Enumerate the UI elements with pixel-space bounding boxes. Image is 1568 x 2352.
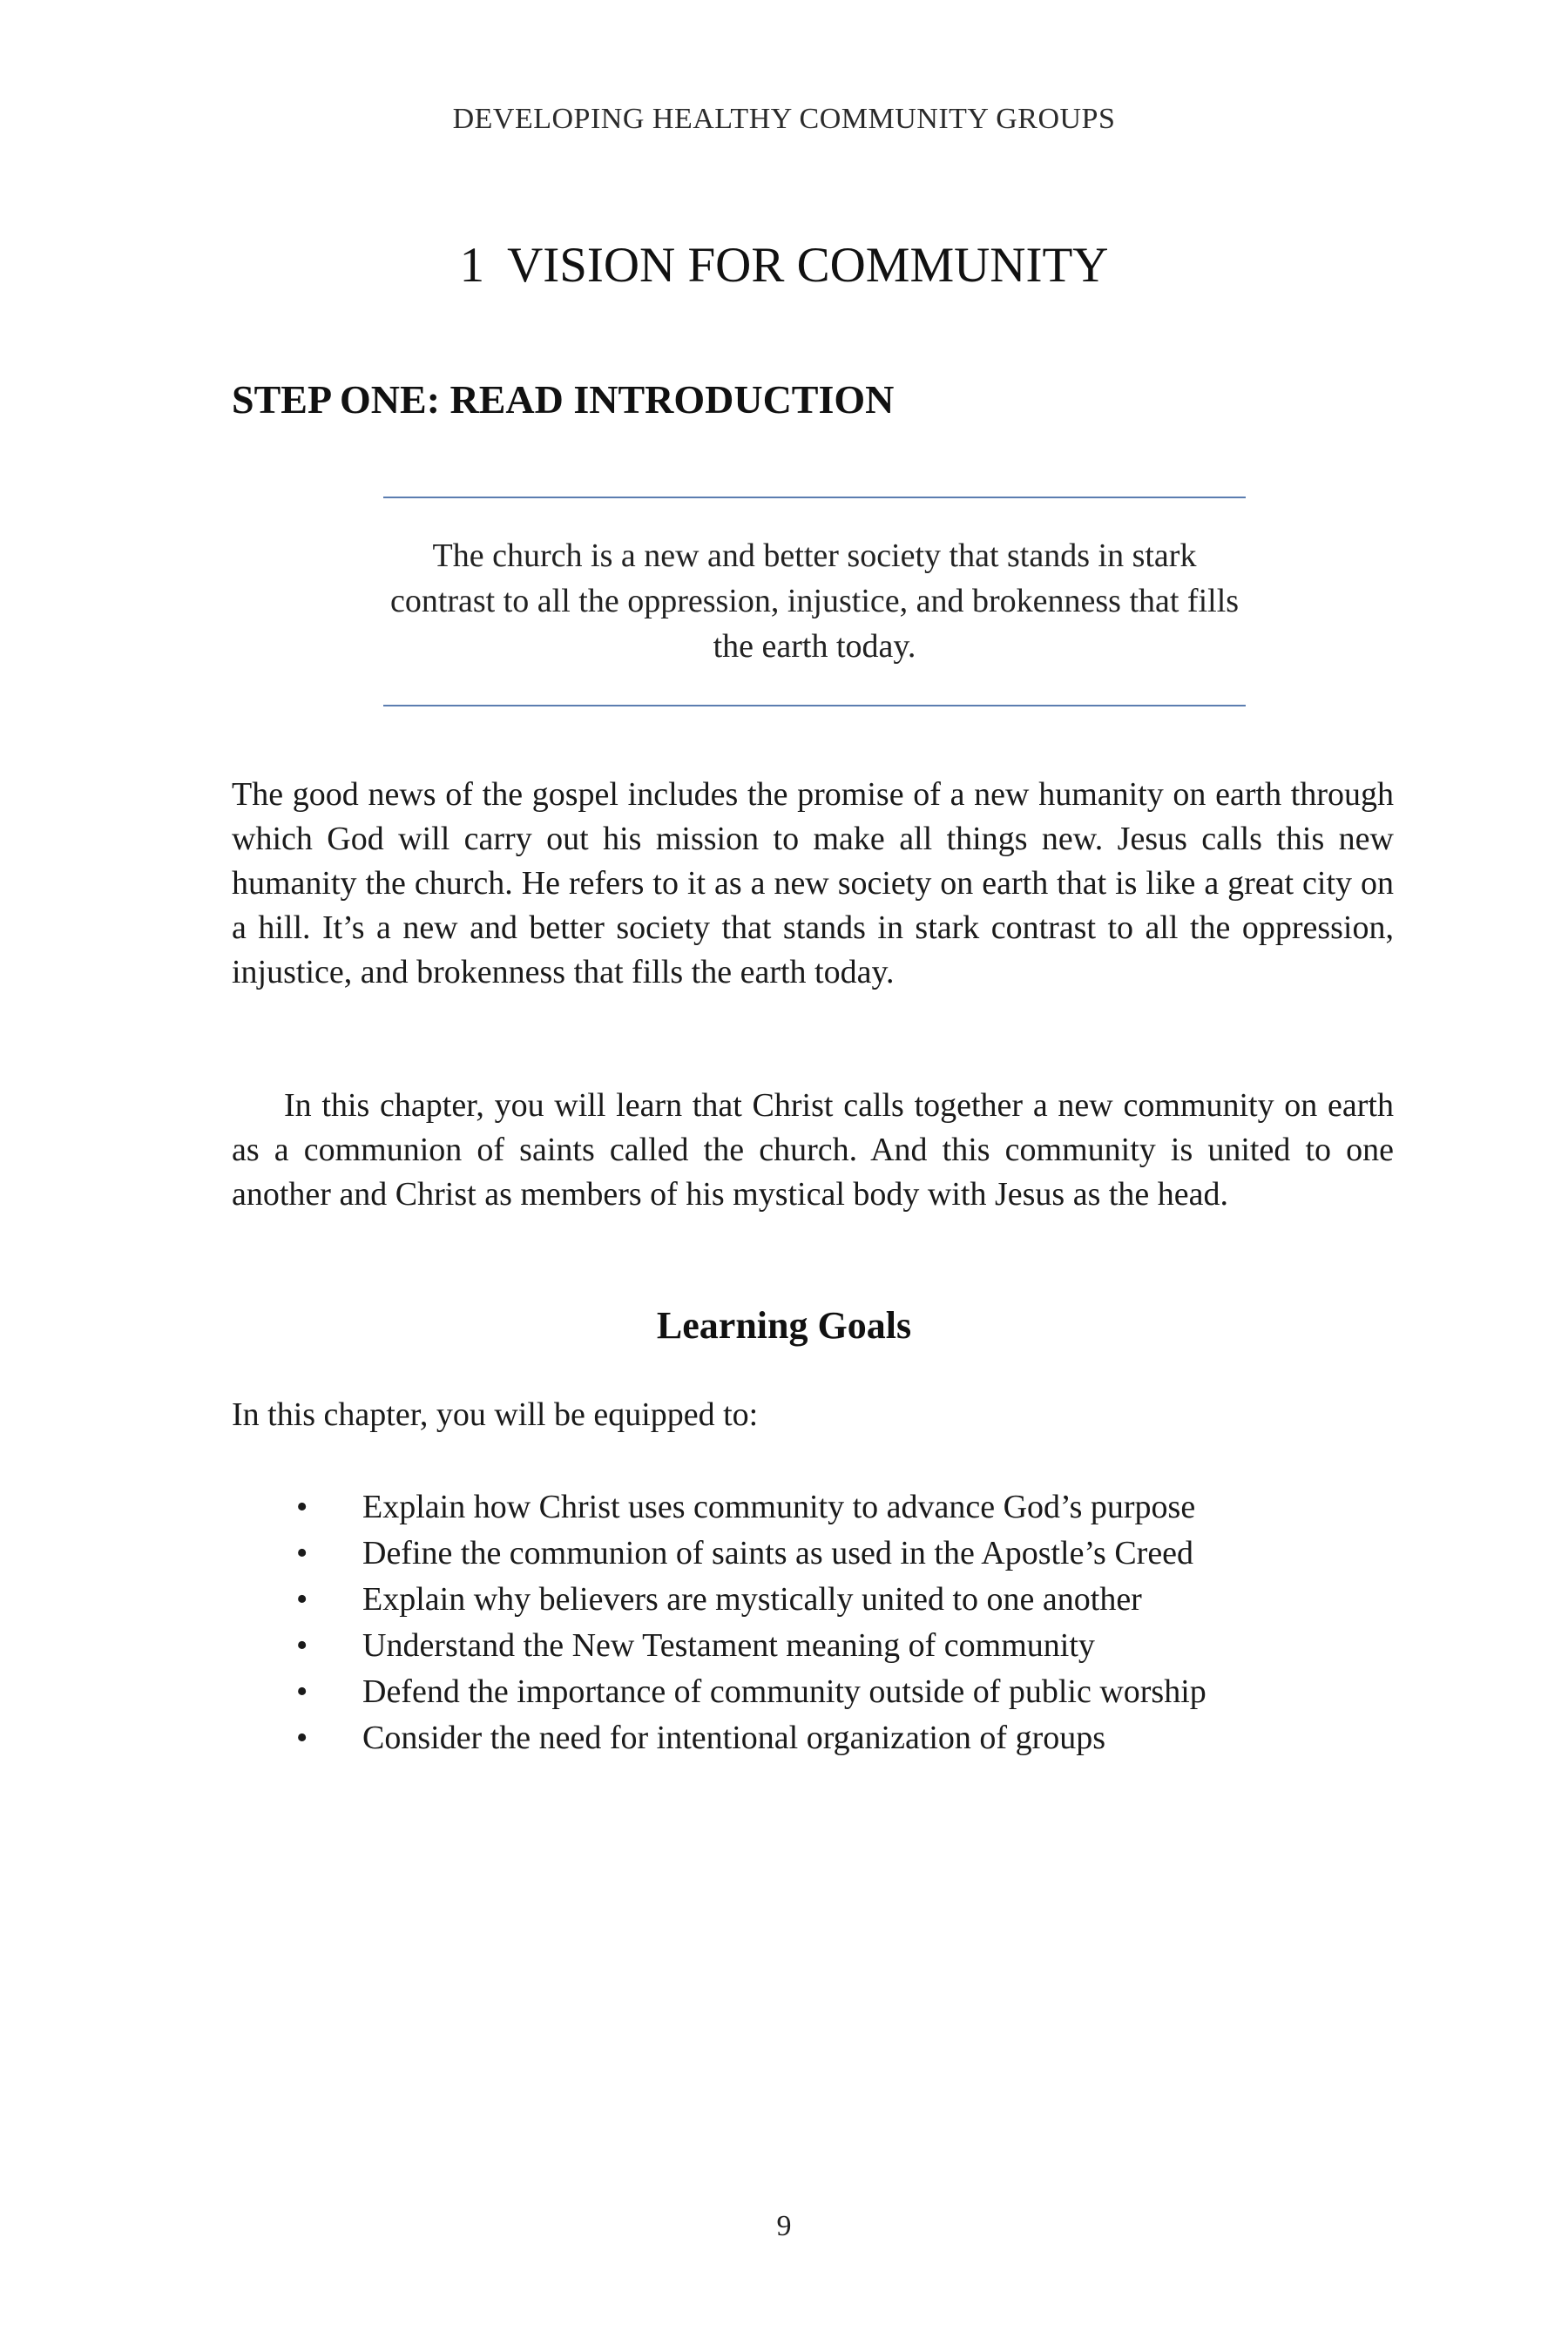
chapter-title-text: VISION FOR COMMUNITY xyxy=(507,238,1109,293)
goal-text: Explain why believers are mystically united to one another xyxy=(362,1581,1142,1618)
pull-quote-top-rule xyxy=(383,497,1246,498)
list-item xyxy=(287,1484,1206,1531)
pull-quote: The church is a new and better society that stands in stark contrast to all the oppression, injustice, and brokenness that fills the earth today. xyxy=(389,537,1240,665)
pull-quote-bottom-rule xyxy=(383,705,1246,706)
body-paragraph: In this chapter, you will learn that Christ calls together a new community on earth as a communion of saints called the church. And this community is united to one another and Christ as members of his mystical body with Jesus as the head. xyxy=(232,1087,1394,1213)
learning-goals-heading: Learning Goals xyxy=(656,1304,912,1347)
bullet-icon: • xyxy=(296,1627,308,1664)
page-number: 9 xyxy=(776,2210,792,2242)
body-paragraph: The good news of the gospel includes the promise of a new humanity on earth through which God will carry out his mission to make all things new. Jesus calls this new humanity the church. He refers to it as a new society on earth that is like a great city on a hill. It’s a new and better society that stands in stark contrast to all the oppression, injustice, and brokenness that fills the earth today. xyxy=(232,776,1394,990)
learning-goals-list xyxy=(287,1484,1206,1761)
chapter-number: 1 xyxy=(459,238,485,293)
list-item xyxy=(287,1531,1206,1577)
list-item xyxy=(287,1577,1206,1623)
goal-text: Consider the need for intentional organization of groups xyxy=(362,1720,1106,1756)
bullet-icon: • xyxy=(296,1720,308,1756)
step-heading: STEP ONE: READ INTRODUCTION xyxy=(232,377,895,422)
bullet-icon: • xyxy=(296,1489,308,1525)
goal-text: Understand the New Testament meaning of community xyxy=(362,1627,1095,1664)
bullet-icon: • xyxy=(296,1581,308,1618)
goal-text: Define the communion of saints as used in the Apostle’s Creed xyxy=(362,1535,1194,1571)
running-header: DEVELOPING HEALTHY COMMUNITY GROUPS xyxy=(452,103,1116,135)
list-item xyxy=(287,1623,1206,1669)
chapter-title xyxy=(0,237,1568,294)
bullet-icon: • xyxy=(296,1535,308,1571)
goal-text: Explain how Christ uses community to advance God’s purpose xyxy=(362,1489,1196,1525)
learning-goals-intro: In this chapter, you will be equipped to: xyxy=(232,1396,759,1433)
list-item xyxy=(287,1669,1206,1715)
list-item xyxy=(287,1715,1206,1761)
goal-text: Defend the importance of community outside of public worship xyxy=(362,1673,1206,1710)
bullet-icon: • xyxy=(296,1673,308,1710)
